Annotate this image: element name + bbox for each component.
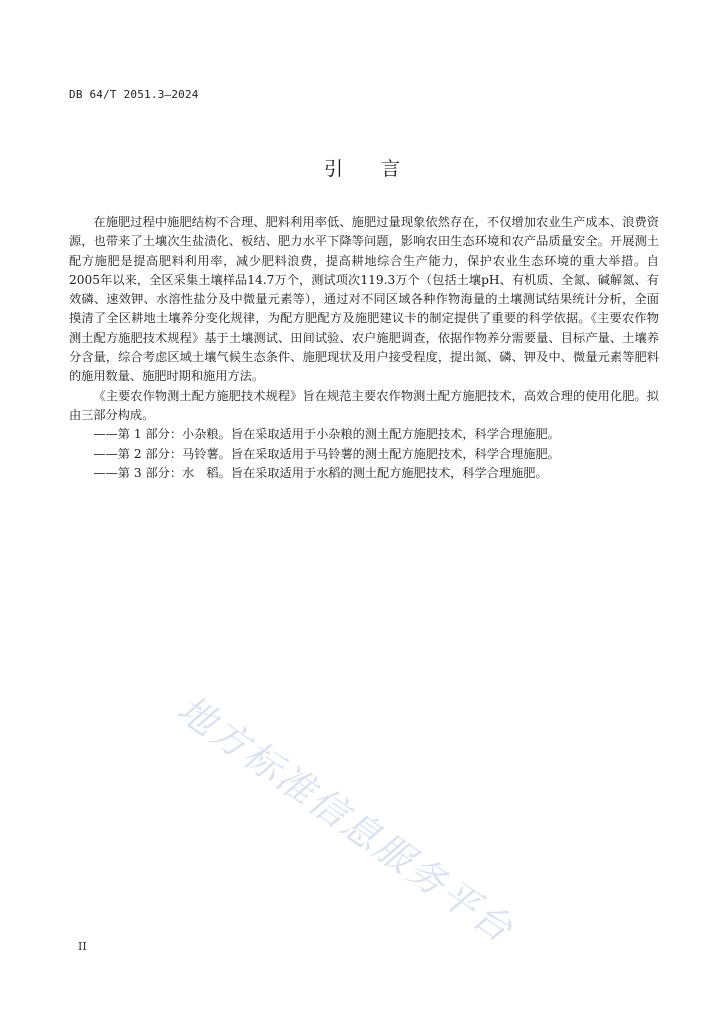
introduction-body <box>69 213 659 483</box>
document-code: DB 64/T 2051.3—2024 <box>69 88 199 101</box>
part-item-1: ——第 1 部分：小杂粮。旨在采取适用于小杂粮的测土配方施肥技术，科学合理施肥。 <box>93 427 560 442</box>
watermark: 地方标准信息服务平台 <box>169 687 522 952</box>
part-item-2: ——第 2 部分：马铃薯。旨在采取适用于马铃薯的测土配方施肥技术，科学合理施肥。 <box>93 446 560 461</box>
intro-paragraph-1: 在施肥过程中施肥结构不合理、肥料利用率低、施肥过量现象依然存在，不仅增加农业生产成本、浪费资源，也带来了土壤次生盐渍化、板结、肥力水平下降等问题，影响农田生态环境和农产品质量安全。开展测土配方施肥是提高肥料利用率，减少肥料浪费，提高耕地综合生产能力，保护农业生态环境的重大举措。自2005年以来，全区采集土壤样品14.7万个，测试项次119.3万个（包括土壤pH、有机质、全氮、碱解氮、有效磷、速效钾、水溶性盐分及中微量元素等），通过对不同区域各种作物海量的土壤测试结果统计分析，全面摸清了全区耕地土壤养分变化规律，为配方肥配方及施肥建议卡的制定提供了重要的科学依据。《主要农作物测土配方施肥技术规程》基于土壤测试、田间试验、农户施肥调查，依据作物养分需要量、目标产量、土壤养分含量，综合考虑区域土壤气候生态条件、施肥现状及用户接受程度，提出氮、磷、钾及中、微量元素等肥料的施用数量、施肥时期和施用方法。 <box>69 215 659 384</box>
intro-paragraph-2: 《主要农作物测土配方施肥技术规程》旨在规范主要农作物测土配方施肥技术，高效合理的使用化肥。拟由三部分构成。 <box>69 388 659 422</box>
part-item-3: ——第 3 部分：水 稻。旨在采取适用于水稻的测土配方施肥技术，科学合理施肥。 <box>93 465 548 480</box>
page-number: II <box>78 940 87 953</box>
page-title: 引言 <box>323 158 438 180</box>
